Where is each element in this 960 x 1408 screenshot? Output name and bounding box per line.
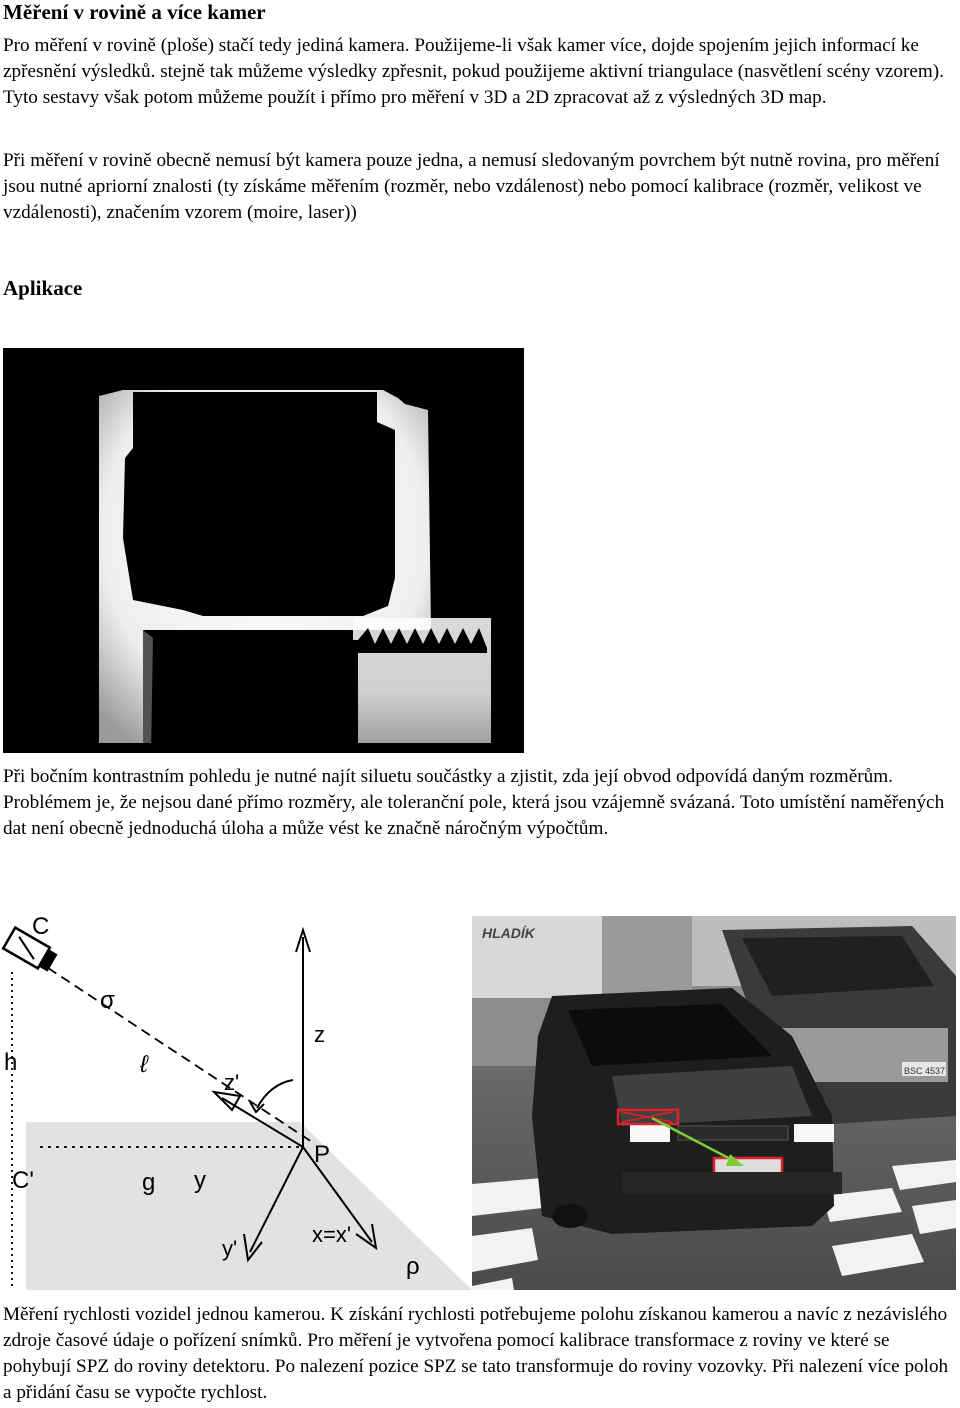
traffic-photo	[472, 916, 956, 1290]
front-plate-detection	[714, 1158, 782, 1174]
label-y-prime: y'	[222, 1236, 238, 1261]
paragraph-plane-measurement: Při měření v rovině obecně nemusí být kamera pouze jedna, a nemusí sledovaným povrchem být nutně rovina, pro měření jsou nutné apriorní znalosti (ty získáme měřením (rozměr, nebo vzdálenost) nebo pomocí kalibrace (rozměr, velikost ve vzdálenosti), značením vzorem (moire, laser))	[3, 150, 940, 223]
paragraph-single-camera: Pro měření v rovině (ploše) stačí tedy jediná kamera. Použijeme-li však kamer více, dojde spojením jejich informací ke zpřesnění výsledků. stejně tak můžeme výsledky zpřesnit, pokud použijeme aktivní triangulace (nasvětlení scény vzorem). Tyto sestavy však potom můžeme použít i přímo pro měření v 3D a 2D zpracovat až z výsledných 3D map.	[3, 35, 944, 108]
silhouette-photo	[3, 348, 524, 753]
paragraph-silhouette: Při bočním kontrastním pohledu je nutné najít siluetu součástky a zjistit, zda její obvod odpovídá daným rozměrům. Problémem je, že nejsou dané přímo rozměry, ale toleranční pole, která jsou vzájemně svázaná. Toto umístění naměřených dat není obecně jednoduchá úloha a může vést ke značně náročným výpočtům.	[3, 766, 945, 839]
label-camera: C	[32, 913, 50, 940]
sight-line	[48, 968, 312, 1142]
label-sigma: σ	[100, 987, 115, 1014]
camera-icon	[3, 928, 58, 974]
geometry-svg	[0, 912, 472, 1290]
label-point: P	[314, 1141, 331, 1168]
label-y: y	[194, 1167, 206, 1194]
left-headlight	[630, 1124, 670, 1142]
label-z-prime: z'	[224, 1070, 240, 1095]
label-z: z	[314, 1022, 325, 1047]
label-rho: ρ	[406, 1253, 420, 1280]
label-g: g	[142, 1169, 156, 1196]
paragraph-speed-measurement: Měření rychlosti vozidel jednou kamerou. K získání rychlosti potřebujeme polohu získanou kamerou a navíc z nezávislého zdroje časové údaje o pořízení snímků. Pro měření je vytvořena pomocí kalibrace transformace z roviny ve které se pohybují SPZ do roviny detektoru. Po nalezení pozice SPZ se tato transformuje do roviny vozovky. Při nalezení více poloh a přidání času se vypočte rychlost.	[3, 1304, 949, 1403]
rotation-arc	[257, 1080, 293, 1108]
section-heading-measurement: Měření v rovině a více kamer	[3, 0, 266, 24]
truck-sign: HLADÍK	[482, 925, 535, 941]
label-x-axis: x=x'	[312, 1222, 352, 1247]
silhouette-image	[3, 348, 524, 753]
label-c-prime: C'	[12, 1167, 34, 1194]
section-heading-applications: Aplikace	[3, 276, 83, 300]
label-height: h	[4, 1049, 18, 1076]
rear-plate: BSC 4537	[904, 1066, 946, 1076]
label-ell: ℓ	[140, 1051, 148, 1078]
right-headlight	[794, 1124, 834, 1142]
camera-geometry-diagram	[0, 912, 472, 1290]
traffic-image	[472, 916, 956, 1290]
